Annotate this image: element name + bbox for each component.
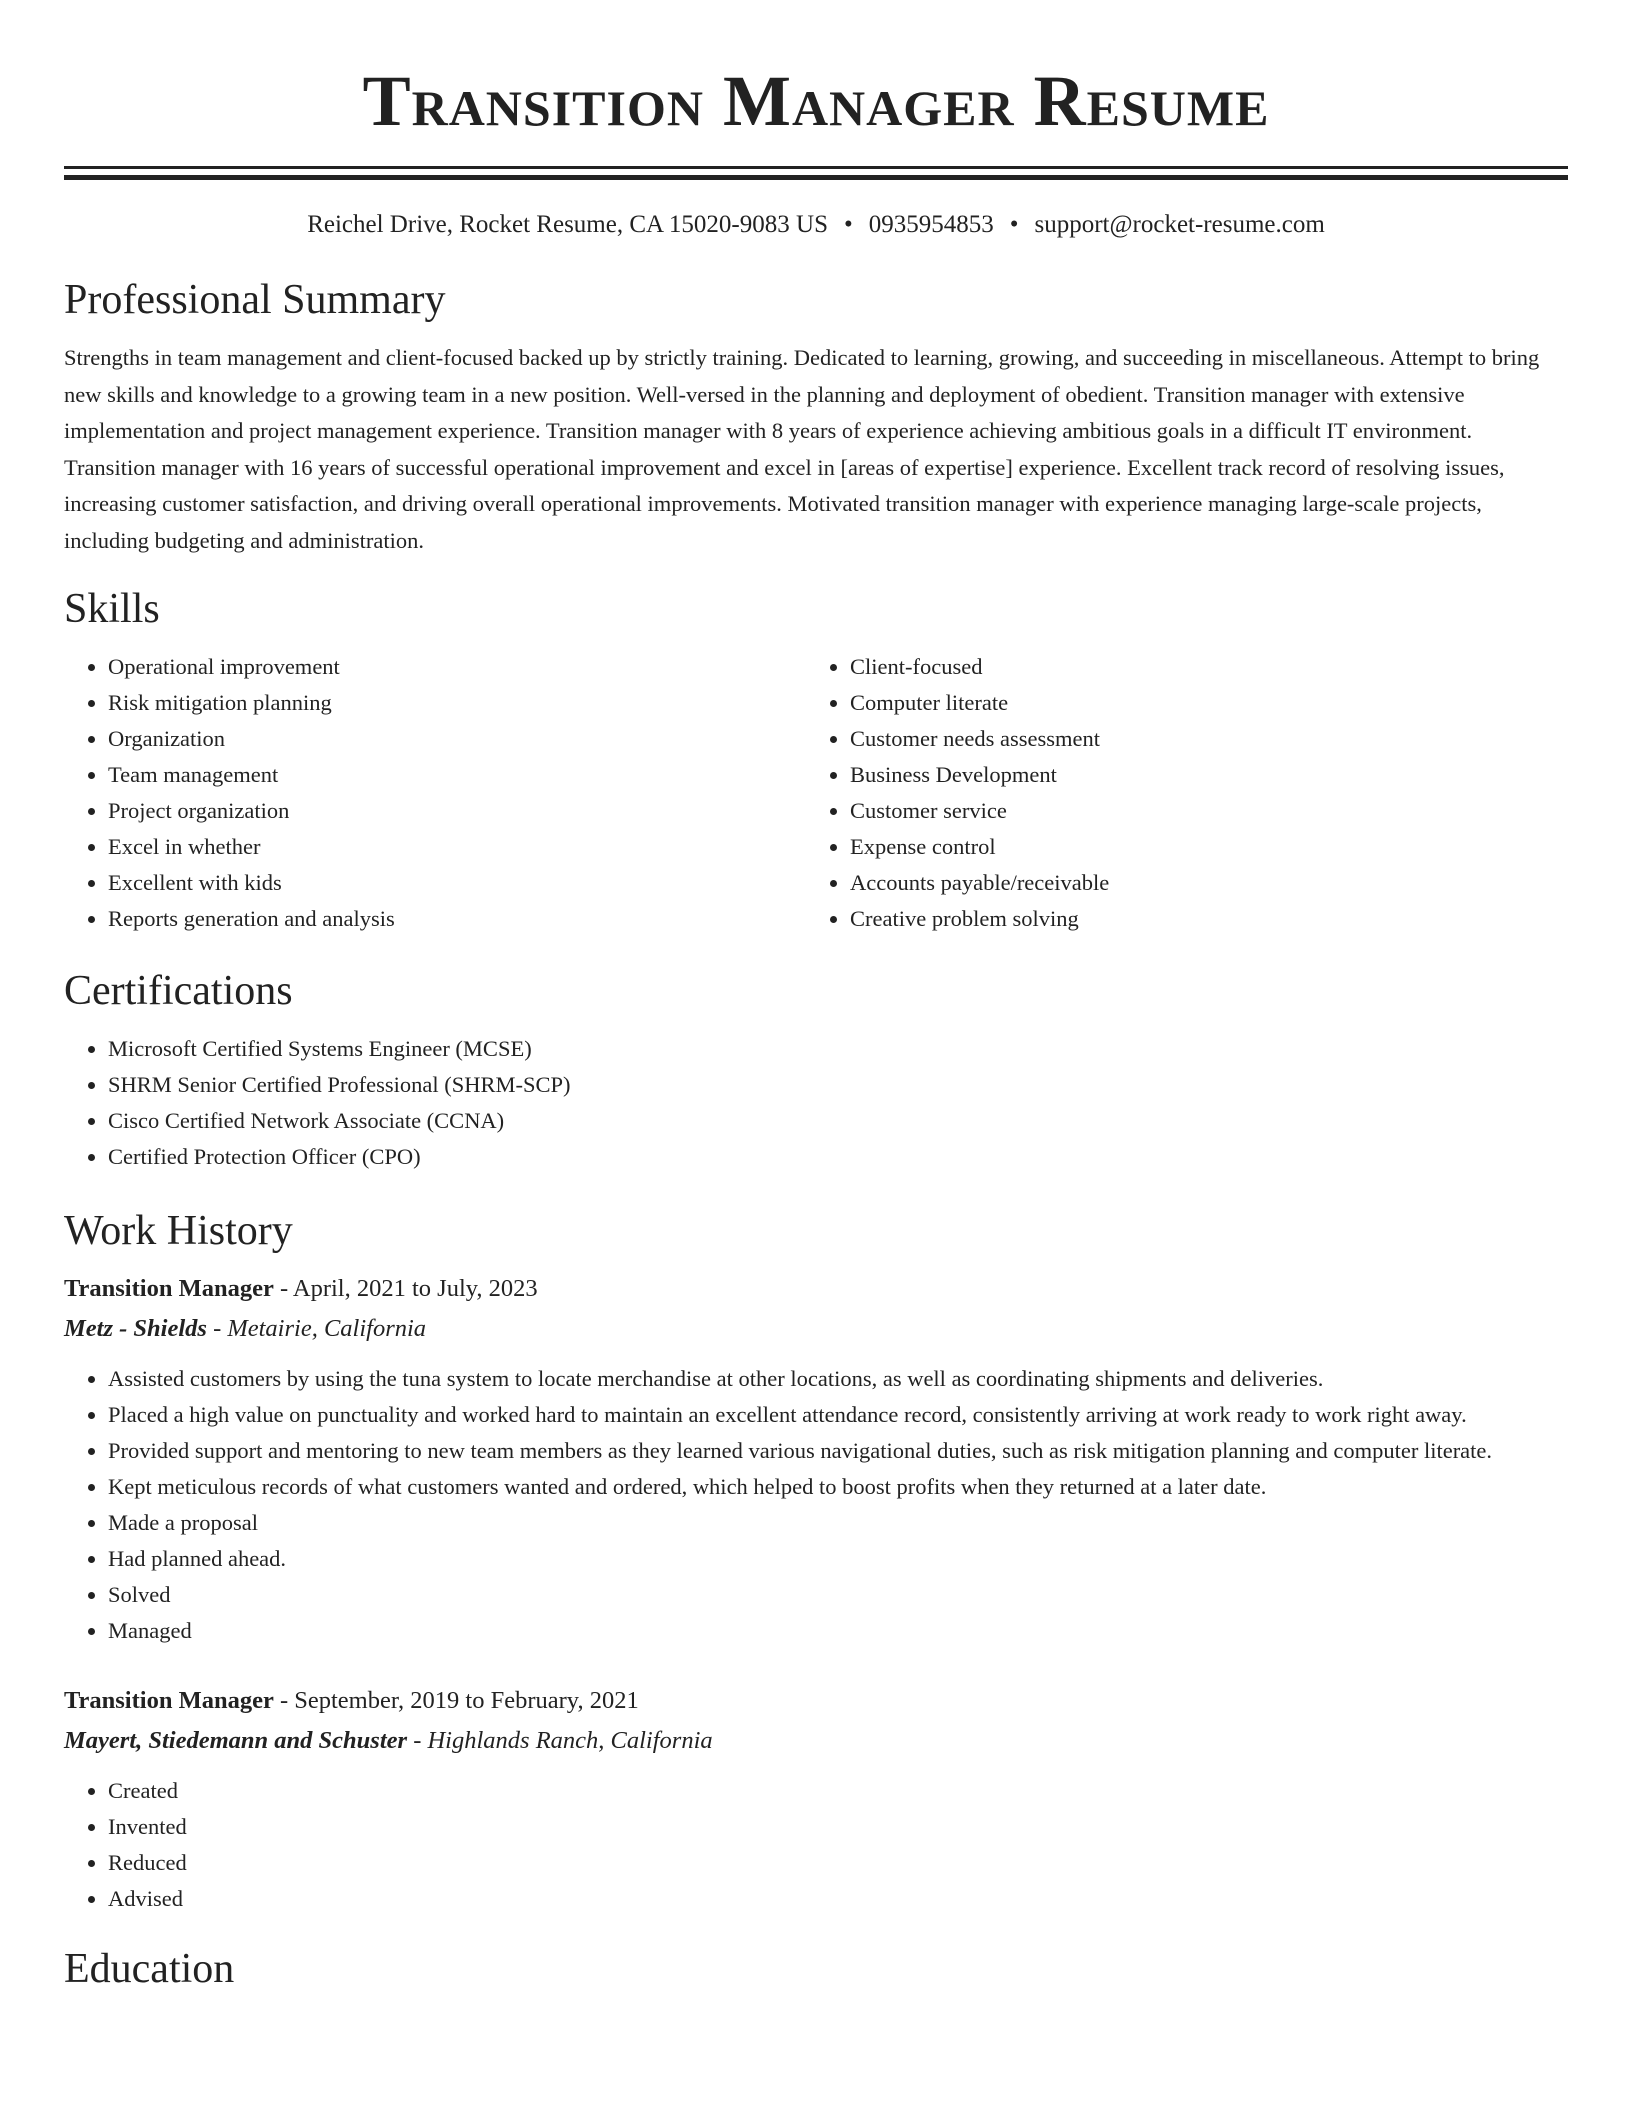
certification-item: • SHRM Senior Certified Professional (SHRM-SCP) [108, 1067, 1568, 1103]
job-title-line [64, 1269, 1568, 1309]
contact-email: support@rocket-resume.com [1034, 211, 1325, 238]
job-bullet: • Reduced [108, 1845, 1568, 1881]
skills-grid [64, 649, 1568, 937]
job-bullet: • Solved [108, 1577, 1568, 1613]
contact-line [64, 208, 1568, 242]
skill-item: • Client-focused [850, 649, 1548, 685]
contact-separator: • [1009, 211, 1019, 238]
job-dates: - September, 2019 to February, 2021 [273, 1687, 639, 1714]
summary-text: Strengths in team management and client-focused backed up by strictly training. Dedicated to learning, growing, and succeeding in miscellaneous. Attempt to bring new skills and knowledge to a growing team in a new position. Well-versed in the planning and deployment of obedient. Transition manager with extensive implementation and project management experience. Transition manager with 8 years of experience achieving ambitious goals in a difficult IT environment. Transition manager with 16 years of successful operational improvement and excel in [areas of expertise] experience. Excellent track record of resolving issues, increasing customer satisfaction, and driving overall operational improvements. Motivated transition manager with experience managing large-scale projects, including budgeting and administration. [64, 345, 1540, 553]
skill-item: • Risk mitigation planning [108, 685, 806, 721]
job-bullets [64, 1361, 1568, 1649]
job-entry [64, 1269, 1568, 1649]
skills-column-right [806, 649, 1548, 937]
job-location: - Metairie, California [206, 1315, 427, 1342]
skill-item: • Creative problem solving [850, 901, 1548, 937]
job-bullets [64, 1773, 1568, 1917]
contact-phone: 0935954853 [868, 211, 994, 238]
certifications-list [64, 1031, 1568, 1175]
skills-column-left [64, 649, 806, 937]
skills-list-right [806, 649, 1548, 937]
job-bullet: • Advised [108, 1881, 1568, 1917]
skills-heading: Skills [64, 586, 160, 632]
job-bullet: • Made a proposal [108, 1505, 1568, 1541]
skill-item: • Excel in whether [108, 829, 806, 865]
skill-item: • Project organization [108, 793, 806, 829]
skill-item: • Business Development [850, 757, 1548, 793]
summary-heading: Professional Summary [64, 277, 446, 323]
skill-item: • Accounts payable/receivable [850, 865, 1548, 901]
job-bullet: • Provided support and mentoring to new team members as they learned various navigational duties, such as risk mitigation planning and computer literate. [108, 1433, 1568, 1469]
job-role: Transition Manager [64, 1275, 274, 1302]
certification-item: • Cisco Certified Network Associate (CCNA) [108, 1103, 1568, 1139]
job-bullet: • Created [108, 1773, 1568, 1809]
skill-item: • Customer service [850, 793, 1548, 829]
certification-item: • Certified Protection Officer (CPO) [108, 1139, 1568, 1175]
certifications-heading: Certifications [64, 968, 293, 1014]
job-company-line [64, 1721, 1568, 1761]
job-bullet: • Managed [108, 1613, 1568, 1649]
job-role: Transition Manager [64, 1687, 274, 1714]
skill-item: • Expense control [850, 829, 1548, 865]
job-company: Metz - Shields [64, 1315, 207, 1342]
skill-item: • Team management [108, 757, 806, 793]
job-bullet: • Assisted customers by using the tuna system to locate merchandise at other locations, as well as coordinating shipments and deliveries. [108, 1361, 1568, 1397]
job-location: - Highlands Ranch, California [407, 1727, 713, 1754]
page-title: Transition Manager Resume [362, 61, 1270, 141]
job-dates: - April, 2021 to July, 2023 [273, 1275, 538, 1302]
job-company-line [64, 1309, 1568, 1349]
title-divider [64, 166, 1568, 180]
skill-item: • Computer literate [850, 685, 1548, 721]
job-bullet: • Had planned ahead. [108, 1541, 1568, 1577]
job-company: Mayert, Stiedemann and Schuster [64, 1727, 408, 1754]
job-entry [64, 1681, 1568, 1917]
job-bullet: • Kept meticulous records of what customers wanted and ordered, which helped to boost profits when they returned at a later date. [108, 1469, 1568, 1505]
education-heading: Education [64, 1946, 235, 1992]
job-title-line [64, 1681, 1568, 1721]
job-bullet: • Placed a high value on punctuality and worked hard to maintain an excellent attendance record, consistently arriving at work ready to work right away. [108, 1397, 1568, 1433]
contact-address: Reichel Drive, Rocket Resume, CA 15020-9083 US [307, 211, 828, 238]
job-bullet: • Invented [108, 1809, 1568, 1845]
skill-item: • Customer needs assessment [850, 721, 1548, 757]
skill-item: • Organization [108, 721, 806, 757]
skills-list-left [64, 649, 806, 937]
skill-item: • Excellent with kids [108, 865, 806, 901]
contact-separator: • [843, 211, 853, 238]
certification-item: • Microsoft Certified Systems Engineer (MCSE) [108, 1031, 1568, 1067]
work-history-heading: Work History [64, 1208, 293, 1254]
skill-item: • Operational improvement [108, 649, 806, 685]
skill-item: • Reports generation and analysis [108, 901, 806, 937]
